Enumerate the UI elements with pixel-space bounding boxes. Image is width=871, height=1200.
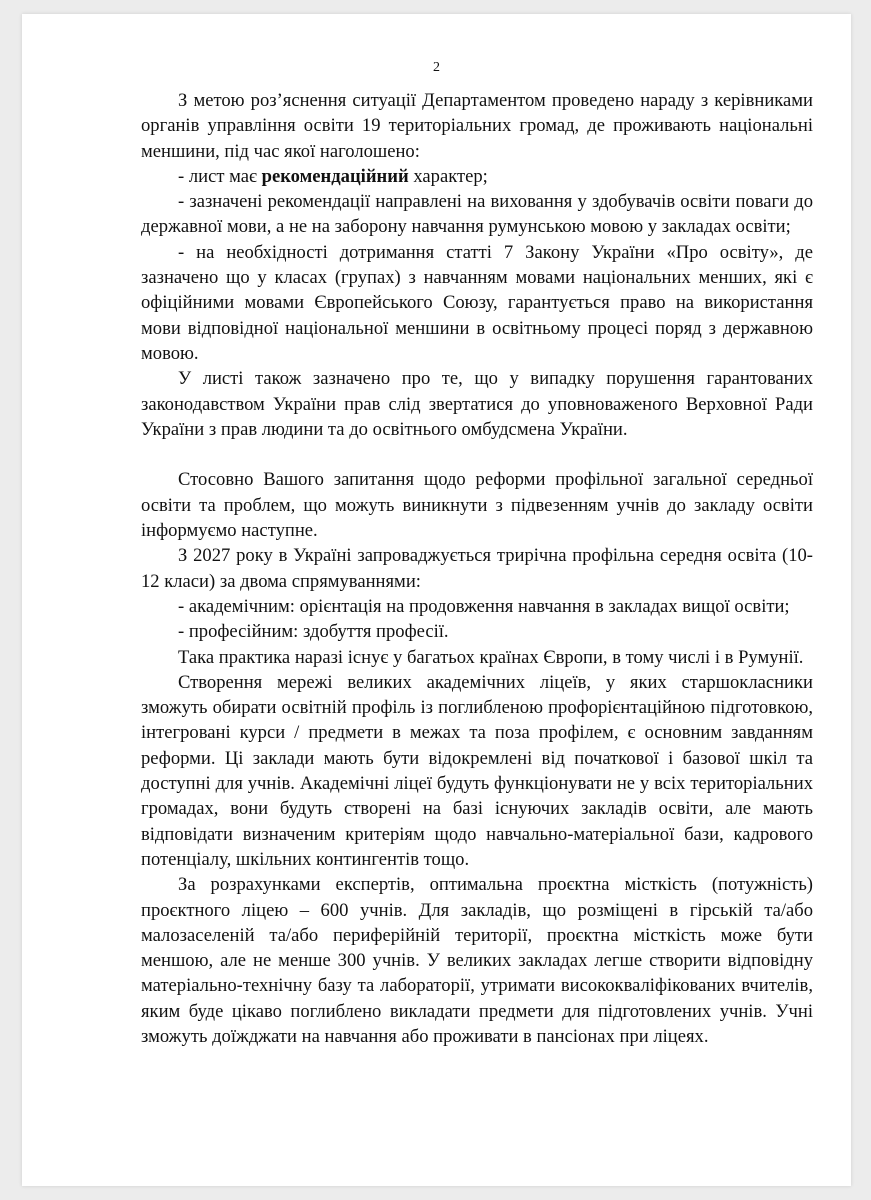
paragraph-professional: - професійним: здобуття професії. <box>178 621 449 643</box>
paragraph-ombudsman: У листі також зазначено про те, що у випадку порушення гарантованих законодавством України прав слід звертатися до уповноваженого Верховної Ради України з прав людини та до освітнього омбудсмена України. <box>141 368 813 440</box>
paragraph-meeting: З метою роз’яснення ситуації Департаментом проведено нараду з керівниками органів управління освіти 19 територіальних громад, де проживають національні меншини, під час якої наголошено: <box>141 90 813 162</box>
paragraph-article-7: - на необхідності дотримання статті 7 Закону України «Про освіту», де зазначено що у класах (групах) з навчанням мовами національних менших, які є офіційними мовами Європейського Союзу, гарантується право на використання мови відповідної національної меншини в освітньому процесі поряд з державною мовою. <box>141 241 813 364</box>
document-page <box>22 14 851 1186</box>
document-body <box>141 88 813 1049</box>
blank-line <box>141 442 813 467</box>
paragraph-europe-practice: Така практика наразі існує у багатьох країнах Європи, в тому числі і в Румунії. <box>178 646 804 668</box>
text-fragment: характер; <box>408 165 488 187</box>
paragraph-lyceum-network: Створення мережі великих академічних ліцеїв, у яких старшокласники зможуть обирати освітній профіль із поглибленою профорієнтаційною підготовкою, інтегровані курси / предмети в межах та поза профілем, є основним завданням реформи. Ці заклади мають бути відокремлені від початкової і базової шкіл та доступні для учнів. Академічні ліцеї будуть функціонувати не у всіх територіальних громадах, вони будуть створені на базі існуючих закладів освіти, але мають відповідати визначеним критеріям щодо навчально-матеріальної бази, кадрового потенціалу, шкільних контингентів тощо. <box>141 671 813 870</box>
paragraph-reform-question: Стосовно Вашого запитання щодо реформи профільної загальної середньої освіти та проблем, що можуть виникнути з підвезенням учнів до закладу освіти інформуємо наступне. <box>141 469 813 542</box>
paragraph-recommendations: - зазначені рекомендації направлені на виховання у здобувачів освіти поваги до державної мови, а не на заборону навчання румунською мовою у закладах освіти; <box>141 191 813 238</box>
paragraph-academic: - академічним: орієнтація на продовження навчання в закладах вищої освіти; <box>178 595 790 617</box>
paragraph-capacity: За розрахунками експертів, оптимальна проєктна місткість (потужність) проєктного ліцею – 600 учнів. Для закладів, що розміщені в гірській та/або малозаселеній та/або периферійній території, проєктна місткість може бути меншою, але не менше 300 учнів. У великих закладах легше створити відповідну матеріально-технічну базу та лабораторії, утримати висококваліфікованих вчителів, яким буде цікаво поглиблено викладати предмети для підготовлених учнів. Учні зможуть доїжджати на навчання або проживати в пансіонах при ліцеях. <box>141 874 813 1047</box>
text-fragment: - лист має <box>178 165 262 187</box>
paragraph-letter-character <box>141 164 813 189</box>
paragraph-2027: З 2027 року в Україні запроваджується трирічна профільна середня освіта (10-12 класи) за двома спрямуваннями: <box>141 545 813 592</box>
bold-term: рекомендаційний <box>261 165 409 187</box>
page-number: 2 <box>433 60 440 75</box>
